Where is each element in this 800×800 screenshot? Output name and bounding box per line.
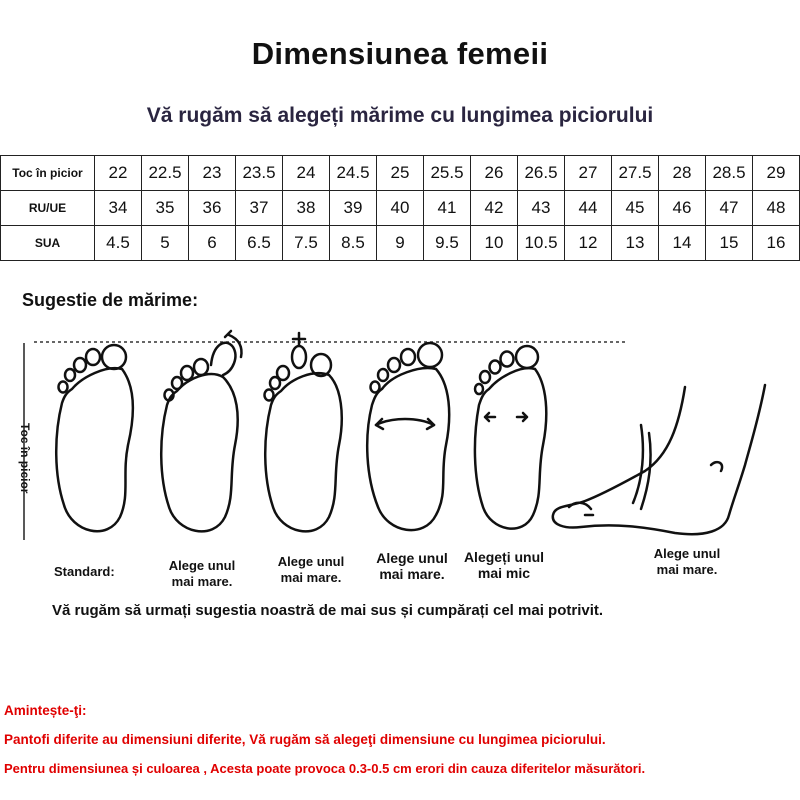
size-cell: 6.5	[236, 226, 283, 261]
size-cell: 16	[753, 226, 800, 261]
foot-long-second-toe-icon	[265, 333, 342, 531]
size-table-body	[1, 156, 800, 261]
size-cell: 27.5	[612, 156, 659, 191]
size-cell: 35	[142, 191, 189, 226]
size-cell: 26.5	[518, 156, 565, 191]
size-cell: 38	[283, 191, 330, 226]
foot-narrow-icon	[475, 346, 546, 529]
size-cell: 25	[377, 156, 424, 191]
page-subtitle: Vă rugăm să alegeți mărime cu lungimea piciorului	[146, 104, 654, 127]
foot-label-narrow: Alegeți unul mai mic	[463, 549, 545, 581]
foot-wide-icon	[367, 343, 449, 530]
size-row	[1, 156, 800, 191]
size-cell: 14	[659, 226, 706, 261]
size-cell: 24.5	[330, 156, 377, 191]
size-cell: 39	[330, 191, 377, 226]
size-cell: 24	[283, 156, 330, 191]
size-cell: 9.5	[424, 226, 471, 261]
size-cell: 10.5	[518, 226, 565, 261]
size-cell: 43	[518, 191, 565, 226]
suggestion-title: Sugestie de mărime:	[22, 290, 199, 310]
reminder-line-2: Pentru dimensiunea și culoarea , Acesta poate provoca 0.3-0.5 cm erori din cauza diferitelor măsurători.	[4, 761, 646, 776]
foot-standard-icon	[56, 345, 133, 531]
foot-label-bent-big-toe: Alege unul mai mare.	[168, 558, 236, 589]
size-cell: 22	[95, 156, 142, 191]
size-cell: 5	[142, 226, 189, 261]
size-cell: 41	[424, 191, 471, 226]
foot-label-wide: Alege unul mai mare.	[376, 550, 448, 582]
size-row-label: RU/UE	[1, 191, 95, 226]
foot-length-axis-label: Toc în picior	[18, 422, 32, 494]
size-cell: 7.5	[283, 226, 330, 261]
foot-bent-big-toe-icon	[161, 331, 241, 531]
size-cell: 46	[659, 191, 706, 226]
size-cell: 28.5	[706, 156, 753, 191]
size-cell: 13	[612, 226, 659, 261]
size-cell: 9	[377, 226, 424, 261]
size-cell: 45	[612, 191, 659, 226]
size-table	[0, 155, 800, 261]
size-cell: 23.5	[236, 156, 283, 191]
reminder-line-1: Pantofi diferite au dimensiuni diferite, Vă rugăm să alegeţi dimensiune cu lungimea piciorului.	[4, 732, 606, 747]
size-cell: 28	[659, 156, 706, 191]
size-cell: 10	[471, 226, 518, 261]
size-cell: 42	[471, 191, 518, 226]
size-cell: 36	[189, 191, 236, 226]
size-cell: 6	[189, 226, 236, 261]
size-cell: 23	[189, 156, 236, 191]
size-cell: 25.5	[424, 156, 471, 191]
foot-shapes-illustration	[0, 325, 800, 555]
size-cell: 27	[565, 156, 612, 191]
reminder-title: Amintește-ţi:	[4, 703, 87, 718]
size-cell: 48	[753, 191, 800, 226]
size-cell: 8.5	[330, 226, 377, 261]
foot-label-standard: Standard:	[54, 564, 115, 579]
size-cell: 4.5	[95, 226, 142, 261]
foot-high-instep-icon	[553, 385, 765, 534]
foot-label-high-instep: Alege unul mai mare.	[653, 546, 721, 577]
size-cell: 12	[565, 226, 612, 261]
size-cell: 22.5	[142, 156, 189, 191]
size-cell: 44	[565, 191, 612, 226]
size-cell: 37	[236, 191, 283, 226]
page-title: Dimensiunea femeii	[251, 36, 549, 71]
size-cell: 34	[95, 191, 142, 226]
size-row	[1, 226, 800, 261]
size-cell: 47	[706, 191, 753, 226]
size-row-label: Toc în picior	[1, 156, 95, 191]
foot-label-long-second-toe: Alege unul mai mare.	[277, 554, 345, 585]
size-cell: 15	[706, 226, 753, 261]
size-cell: 26	[471, 156, 518, 191]
size-cell: 40	[377, 191, 424, 226]
advice-text: Vă rugăm să urmați sugestia noastră de mai sus și cumpărați cel mai potrivit.	[52, 602, 604, 619]
size-row	[1, 191, 800, 226]
size-cell: 29	[753, 156, 800, 191]
size-row-label: SUA	[1, 226, 95, 261]
